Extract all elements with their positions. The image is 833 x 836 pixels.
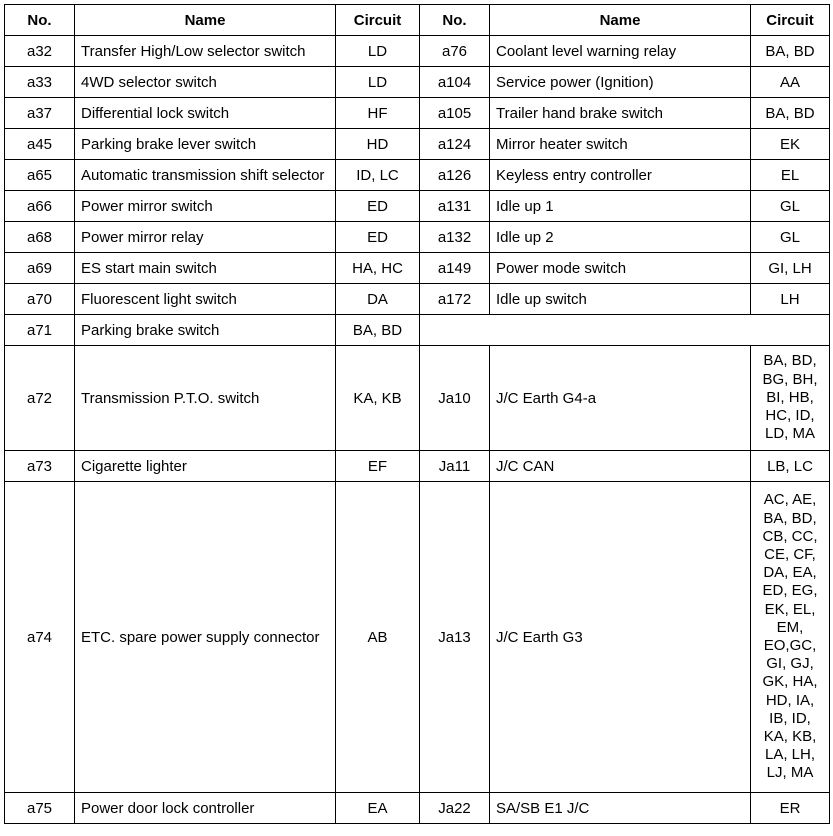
circuit-line: BI, HB, xyxy=(766,388,814,406)
circuit-line: KA, KB, xyxy=(763,728,817,746)
cell-circuit: AA xyxy=(751,67,830,98)
cell-no: a65 xyxy=(5,160,75,191)
header-name-right: Name xyxy=(490,5,751,36)
cell-name: Cigarette lighter xyxy=(75,451,336,482)
cell-circuit-multiline xyxy=(751,482,830,793)
circuit-line: EO,GC, xyxy=(763,637,817,654)
cell-no: Ja11 xyxy=(420,451,490,482)
circuit-line: GK, HA, xyxy=(762,673,818,691)
cell-circuit: LB, LC xyxy=(751,451,830,482)
cell-name: Idle up 2 xyxy=(490,222,751,253)
cell-name: Keyless entry controller xyxy=(490,160,751,191)
header-circuit-left: Circuit xyxy=(336,5,420,36)
header-no-left: No. xyxy=(5,5,75,36)
cell-no: a76 xyxy=(420,36,490,67)
circuit-line: HD, IA, xyxy=(765,691,815,709)
cell-name: J/C Earth G4-a xyxy=(490,346,751,451)
cell-name: J/C Earth G3 xyxy=(490,482,751,793)
table-row xyxy=(5,451,830,482)
cell-name: Coolant level warning relay xyxy=(490,36,751,67)
cell-circuit: HF xyxy=(336,98,420,129)
circuit-line: BG, BH, xyxy=(762,370,818,388)
cell-circuit: GL xyxy=(751,222,830,253)
cell-circuit: BA, BD xyxy=(751,98,830,129)
table-row xyxy=(5,793,830,824)
cell-no: a74 xyxy=(5,482,75,793)
cell-circuit: ID, LC xyxy=(336,160,420,191)
cell-no: a75 xyxy=(5,793,75,824)
cell-no: Ja10 xyxy=(420,346,490,451)
cell-circuit: EL xyxy=(751,160,830,191)
cell-circuit: KA, KB xyxy=(336,346,420,451)
table-row xyxy=(5,253,830,284)
table-row xyxy=(5,36,830,67)
cell-circuit: EA xyxy=(336,793,420,824)
cell-name: Power mode switch xyxy=(490,253,751,284)
circuit-line: LD, MA xyxy=(764,425,815,443)
table-row xyxy=(5,98,830,129)
cell-no: Ja22 xyxy=(420,793,490,824)
cell-circuit: BA, BD xyxy=(751,36,830,67)
circuit-line: CE, CF, xyxy=(764,545,816,563)
circuit-line: DA, EA, xyxy=(763,564,817,582)
table-row xyxy=(5,160,830,191)
cell-no: a131 xyxy=(420,191,490,222)
cell-circuit-multiline xyxy=(751,346,830,451)
cell-circuit: HD xyxy=(336,129,420,160)
cell-no: a70 xyxy=(5,284,75,315)
cell-name: J/C CAN xyxy=(490,451,751,482)
cell-no: a104 xyxy=(420,67,490,98)
cell-circuit: AB xyxy=(336,482,420,793)
cell-no: a73 xyxy=(5,451,75,482)
cell-name: ES start main switch xyxy=(75,253,336,284)
cell-no: a132 xyxy=(420,222,490,253)
cell-no: a149 xyxy=(420,253,490,284)
cell-circuit: EK xyxy=(751,129,830,160)
cell-no: a37 xyxy=(5,98,75,129)
table-row xyxy=(5,191,830,222)
cell-circuit: LH xyxy=(751,284,830,315)
cell-no: a33 xyxy=(5,67,75,98)
table-row xyxy=(5,129,830,160)
cell-circuit: ED xyxy=(336,191,420,222)
circuit-line: BA, BD, xyxy=(763,352,817,370)
cell-circuit: EF xyxy=(336,451,420,482)
cell-circuit: GI, LH xyxy=(751,253,830,284)
cell-name: Parking brake switch xyxy=(75,315,336,346)
circuit-line: HC, ID, xyxy=(765,407,815,425)
cell-no: a124 xyxy=(420,129,490,160)
empty-cell xyxy=(420,315,830,346)
cell-no: a126 xyxy=(420,160,490,191)
header-circuit-right: Circuit xyxy=(751,5,830,36)
cell-name: ETC. spare power supply connector xyxy=(75,482,336,793)
cell-name: Power door lock controller xyxy=(75,793,336,824)
cell-circuit: LD xyxy=(336,36,420,67)
circuit-line: LA, LH, xyxy=(764,746,816,764)
cell-circuit: BA, BD xyxy=(336,315,420,346)
cell-name: 4WD selector switch xyxy=(75,67,336,98)
circuit-line: IB, ID, xyxy=(769,709,811,727)
cell-name: Fluorescent light switch xyxy=(75,284,336,315)
cell-name: Transmission P.T.O. switch xyxy=(75,346,336,451)
cell-no: a105 xyxy=(420,98,490,129)
circuit-line: EM, xyxy=(776,618,804,636)
cell-circuit: HA, HC xyxy=(336,253,420,284)
connector-table xyxy=(4,4,830,824)
header-name-left: Name xyxy=(75,5,336,36)
circuit-line: BA, BD, xyxy=(763,509,817,527)
cell-circuit: ED xyxy=(336,222,420,253)
circuit-line: LJ, MA xyxy=(766,764,814,782)
cell-circuit: LD xyxy=(336,67,420,98)
cell-name: Power mirror relay xyxy=(75,222,336,253)
table-row xyxy=(5,222,830,253)
cell-no: a45 xyxy=(5,129,75,160)
cell-no: a32 xyxy=(5,36,75,67)
cell-no: a172 xyxy=(420,284,490,315)
header-no-right: No. xyxy=(420,5,490,36)
cell-name: Idle up switch xyxy=(490,284,751,315)
cell-circuit: GL xyxy=(751,191,830,222)
cell-circuit: ER xyxy=(751,793,830,824)
cell-name: Differential lock switch xyxy=(75,98,336,129)
cell-no: a72 xyxy=(5,346,75,451)
cell-no: a71 xyxy=(5,315,75,346)
cell-no: Ja13 xyxy=(420,482,490,793)
cell-name: SA/SB E1 J/C xyxy=(490,793,751,824)
header-row xyxy=(5,5,830,36)
table-row xyxy=(5,67,830,98)
circuit-line: AC, AE, xyxy=(763,491,817,509)
cell-name: Trailer hand brake switch xyxy=(490,98,751,129)
circuit-line: EK, EL, xyxy=(764,600,816,618)
cell-name: Mirror heater switch xyxy=(490,129,751,160)
cell-no: a66 xyxy=(5,191,75,222)
cell-name: Parking brake lever switch xyxy=(75,129,336,160)
cell-name: Idle up 1 xyxy=(490,191,751,222)
cell-name: Service power (Ignition) xyxy=(490,67,751,98)
cell-name: Power mirror switch xyxy=(75,191,336,222)
circuit-line: CB, CC, xyxy=(762,527,818,545)
circuit-line: ED, EG, xyxy=(762,582,818,600)
table-row xyxy=(5,284,830,315)
cell-name: Automatic transmission shift selector xyxy=(75,160,336,191)
cell-no: a68 xyxy=(5,222,75,253)
table-row xyxy=(5,346,830,451)
cell-no: a69 xyxy=(5,253,75,284)
cell-circuit: DA xyxy=(336,284,420,315)
table-row xyxy=(5,315,830,346)
cell-name: Transfer High/Low selector switch xyxy=(75,36,336,67)
table-row xyxy=(5,482,830,793)
circuit-line: GI, GJ, xyxy=(766,655,814,673)
